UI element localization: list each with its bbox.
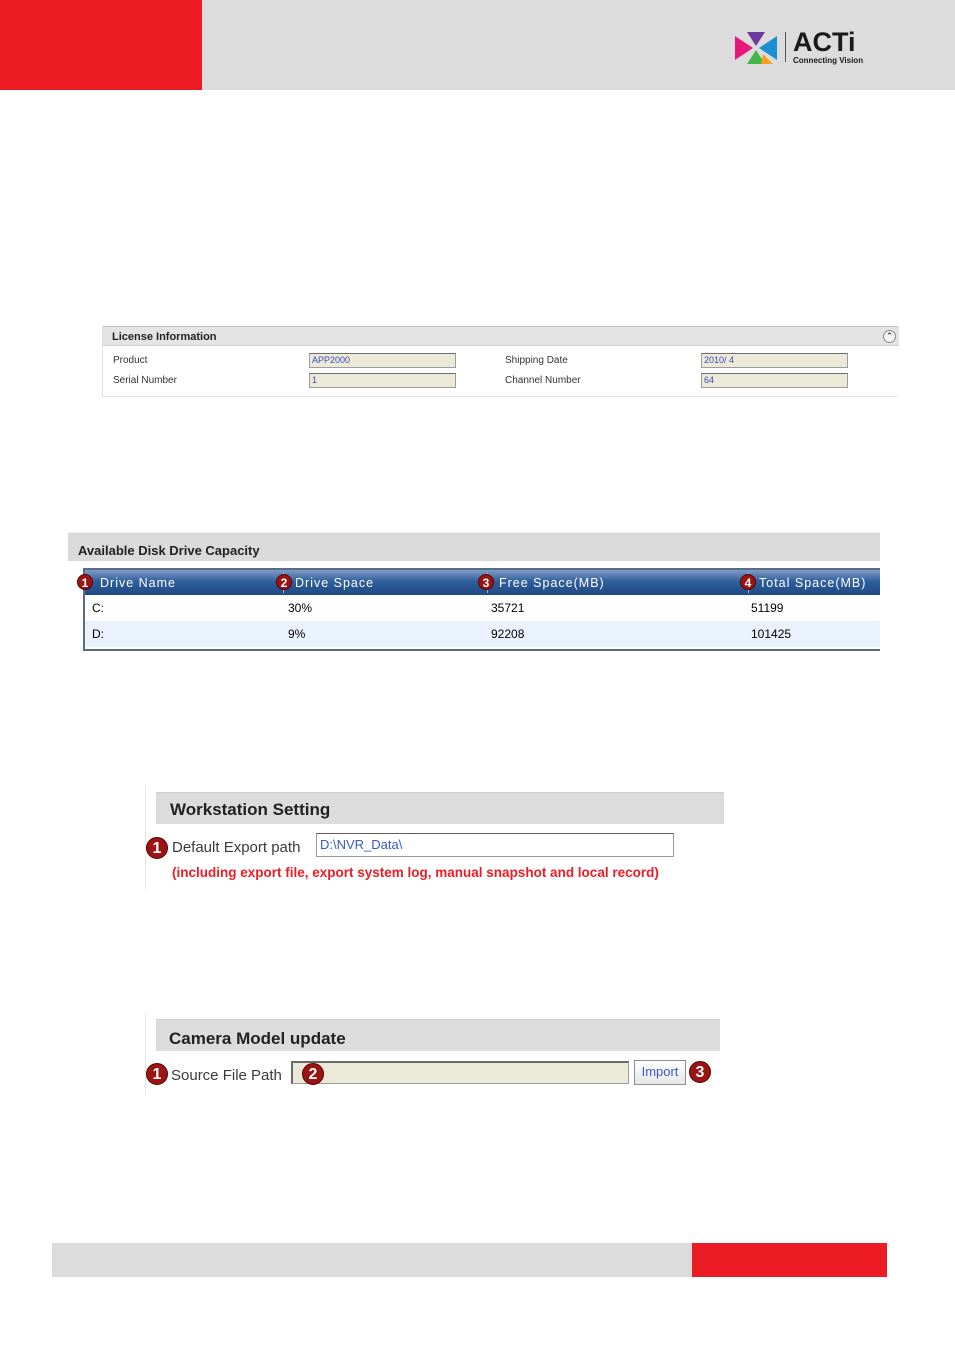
- workstation-setting-header: [156, 792, 724, 824]
- license-panel-header: [103, 326, 899, 346]
- workstation-setting-panel: [145, 785, 723, 889]
- logo-wordmark: ACTi: [793, 27, 856, 57]
- page-footer: [52, 1243, 692, 1277]
- total-space-cell: 51199: [751, 601, 784, 615]
- default-export-path-input[interactable]: D:\NVR_Data\: [316, 833, 674, 857]
- callout-badge-1: 1: [146, 837, 168, 859]
- acti-logo-icon: [733, 30, 779, 66]
- product-field: APP2000: [309, 353, 456, 368]
- column-header-drive-name[interactable]: Drive Name: [100, 576, 176, 590]
- default-export-path-label: Default Export path: [172, 839, 301, 856]
- callout-badge-2: 2: [302, 1063, 324, 1085]
- footer-red-block: [692, 1243, 887, 1277]
- header-red-block: [0, 0, 202, 90]
- column-header-drive-space[interactable]: Drive Space: [295, 576, 375, 590]
- callout-badge-4: 4: [740, 574, 756, 590]
- logo-tagline: Connecting Vision: [793, 56, 864, 65]
- callout-badge-1: 1: [146, 1063, 168, 1085]
- source-file-path-label: Source File Path: [171, 1067, 282, 1084]
- import-button[interactable]: Import: [634, 1060, 686, 1085]
- shipping-date-field: 2010/ 4: [701, 353, 848, 368]
- drive-space-cell: 30%: [288, 601, 313, 615]
- channel-number-label: Channel Number: [505, 375, 581, 386]
- camera-model-update-header: [156, 1019, 720, 1051]
- shipping-date-label: Shipping Date: [505, 355, 568, 366]
- callout-badge-3: 3: [478, 574, 494, 590]
- product-label: Product: [113, 355, 148, 366]
- serial-number-label: Serial Number: [113, 375, 177, 386]
- disk-capacity-title: Available Disk Drive Capacity: [78, 543, 260, 558]
- acti-logo: [733, 28, 873, 68]
- drive-space-cell: 9%: [288, 627, 306, 641]
- disk-capacity-header: [68, 532, 880, 561]
- free-space-cell: 92208: [491, 627, 525, 641]
- table-row[interactable]: [85, 595, 880, 621]
- column-header-free-space[interactable]: Free Space(MB): [499, 576, 605, 590]
- logo-separator: [785, 32, 786, 62]
- table-row[interactable]: [85, 621, 880, 647]
- free-space-cell: 35721: [491, 601, 525, 615]
- drive-name-cell: C:: [92, 601, 104, 615]
- callout-badge-1: 1: [77, 574, 93, 590]
- workstation-setting-title: Workstation Setting: [170, 800, 331, 819]
- camera-model-update-title: Camera Model update: [169, 1029, 346, 1048]
- export-path-note: (including export file, export system log, manual snapshot and local record): [172, 865, 659, 880]
- column-header-total-space[interactable]: Total Space(MB): [759, 576, 867, 590]
- camera-model-update-panel: [145, 1013, 719, 1095]
- callout-badge-2: 2: [276, 574, 292, 590]
- license-information-panel: [102, 326, 898, 397]
- serial-number-field: 1: [309, 373, 456, 388]
- channel-number-field: 64: [701, 373, 848, 388]
- drive-name-cell: D:: [92, 627, 104, 641]
- callout-badge-3: 3: [689, 1061, 711, 1083]
- total-space-cell: 101425: [751, 627, 792, 641]
- source-file-path-input[interactable]: [291, 1061, 629, 1084]
- license-panel-title: License Information: [112, 331, 217, 343]
- double-chevron-up-icon[interactable]: ⌃: [883, 330, 896, 343]
